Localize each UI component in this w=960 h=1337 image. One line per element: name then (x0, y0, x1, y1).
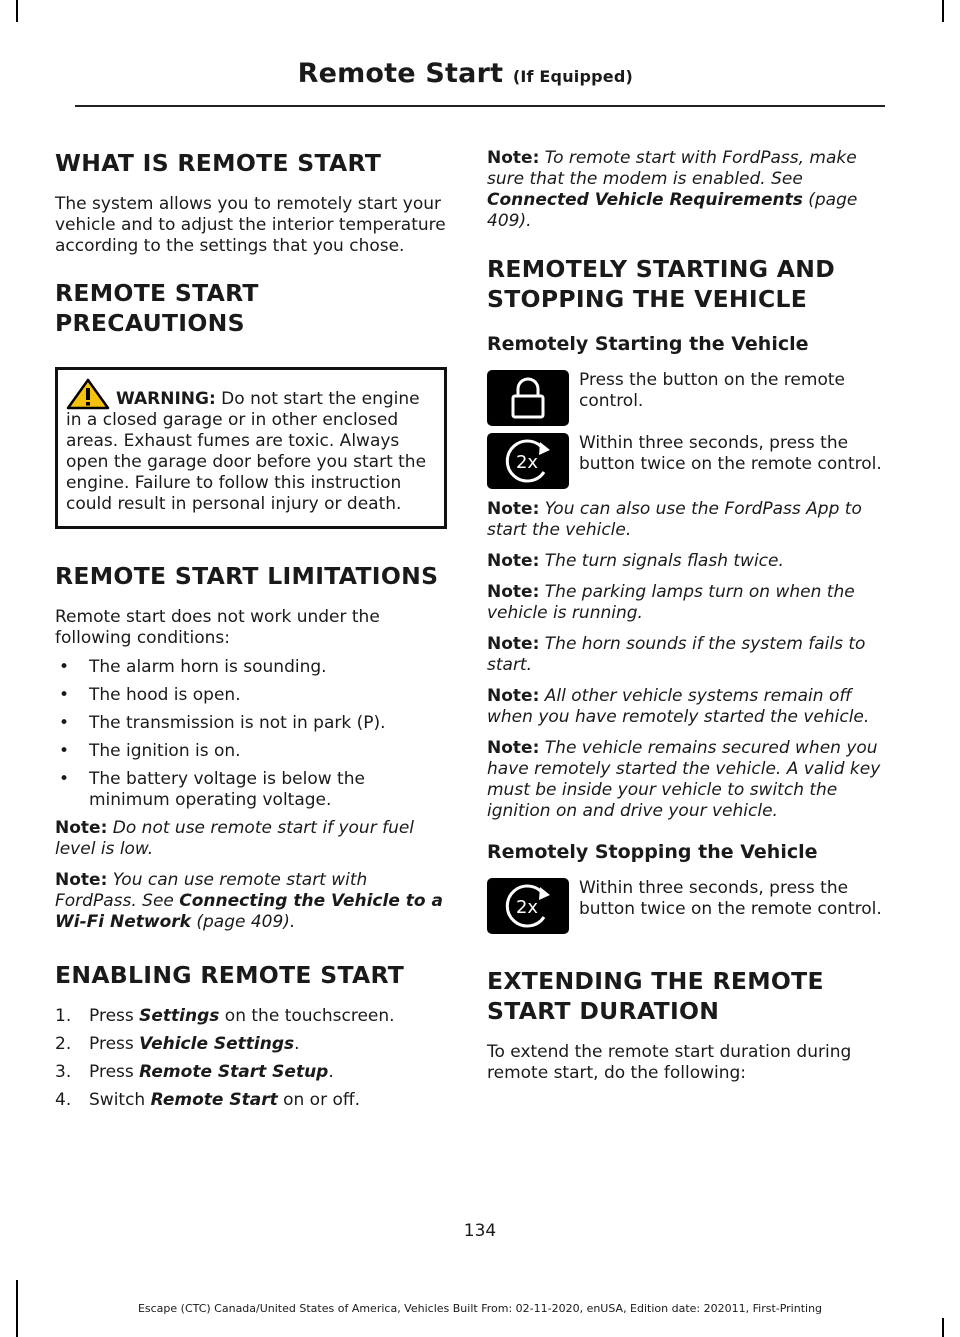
cross-reference-link[interactable]: Connecting the Vehicle to a Wi-Fi Network (55, 891, 443, 932)
step-text: Press (89, 1062, 140, 1082)
note-text: The turn signals flash twice. (539, 551, 784, 571)
warning-label: WARNING: (116, 389, 216, 409)
step-item (55, 1034, 447, 1055)
page-header (298, 58, 633, 89)
note-text: The horn sounds if the system fails to start. (487, 634, 866, 675)
remote-stop-step (487, 878, 882, 934)
section-heading-extending-line1: EXTENDING THE REMOTE (487, 967, 824, 995)
enabling-steps (55, 1006, 447, 1111)
section-heading-precautions-line2: PRECAUTIONS (55, 309, 245, 337)
note-page-ref: (page 409). (487, 190, 858, 231)
step-menu-name: Vehicle Settings (139, 1034, 295, 1054)
extending-body: To extend the remote start duration during remote start, do the following: (487, 1042, 852, 1083)
step-text: Press (89, 1034, 140, 1054)
what-is-body: The system allows you to remotely start your vehicle and to adjust the interior temperature according to the settings that you chose. (55, 194, 446, 256)
note-item (487, 738, 882, 822)
warning-triangle-icon (66, 378, 110, 410)
note-fuel-level (55, 818, 447, 860)
note-label: Note: (487, 738, 540, 758)
crop-mark-bottom-right (942, 1318, 944, 1337)
note-item (487, 499, 882, 541)
remote-start-2x-icon (487, 433, 569, 489)
note-text: You can use remote start with FordPass. See (55, 870, 368, 911)
header-divider (75, 105, 885, 107)
left-column (55, 140, 447, 1118)
note-label: Note: (55, 818, 108, 838)
crop-mark-top-right (942, 0, 944, 22)
step-text: . (328, 1062, 334, 1082)
lock-icon (487, 370, 569, 426)
note-text: Do not use remote start if your fuel level is low. (55, 818, 415, 859)
subheading-remotely-starting: Remotely Starting the Vehicle (487, 333, 809, 355)
note-text: The vehicle remains secured when you have remotely started the vehicle. A valid key must be inside your vehicle to switch the ignition on and drive your vehicle. (487, 738, 881, 821)
remote-start-step-text: Within three seconds, press the button twice on the remote control. (579, 433, 882, 474)
step-menu-name: Remote Start Setup (139, 1062, 329, 1082)
step-text: on the touchscreen. (219, 1006, 395, 1026)
page-number: 134 (463, 1221, 497, 1241)
crop-mark-top-left (16, 0, 18, 22)
list-item: • The battery voltage is below the minimum operating voltage. (55, 769, 447, 811)
remote-stop-step-text: Within three seconds, press the button twice on the remote control. (579, 878, 882, 919)
list-item: • The alarm horn is sounding. (55, 657, 447, 678)
note-label: Note: (487, 499, 540, 519)
section-heading-limitations: REMOTE START LIMITATIONS (55, 562, 439, 590)
step-text: Press (89, 1006, 140, 1026)
note-fordpass (55, 870, 447, 933)
step-item (55, 1006, 447, 1027)
section-heading-what-is: WHAT IS REMOTE START (55, 149, 382, 177)
list-item: • The transmission is not in park (P). (55, 713, 447, 734)
note-item (487, 634, 882, 676)
lock-step-text: Press the button on the remote control. (579, 370, 845, 411)
remote-start-step (487, 433, 882, 489)
note-item (487, 582, 882, 624)
note-text: All other vehicle systems remain off when you have remotely started the vehicle. (487, 686, 870, 727)
step-number: 2. (55, 1034, 72, 1054)
note-label: Note: (487, 551, 540, 571)
lock-step (487, 370, 882, 426)
step-text: on or off. (277, 1090, 360, 1110)
note-label: Note: (487, 148, 540, 168)
step-number: 4. (55, 1090, 72, 1110)
warning-text: Do not start the engine in a closed garage or in other enclosed areas. Exhaust fumes are toxic. Always open the garage door before you start the engine. Failure to follow this instruction could result in personal injury or death. (66, 389, 427, 514)
note-text: To remote start with FordPass, make sure that the modem is enabled. See (487, 148, 857, 189)
step-number: 3. (55, 1062, 72, 1082)
step-menu-name: Settings (139, 1006, 220, 1026)
step-item (55, 1062, 447, 1083)
step-menu-name: Remote Start (150, 1090, 278, 1110)
list-item: • The hood is open. (55, 685, 447, 706)
header-subtitle: (If Equipped) (512, 67, 633, 86)
note-label: Note: (55, 870, 108, 890)
warning-box (55, 367, 447, 529)
step-number: 1. (55, 1006, 72, 1026)
twox-label: 2x (515, 452, 539, 473)
limitations-intro: Remote start does not work under the following conditions: (55, 607, 380, 648)
subheading-remotely-stopping: Remotely Stopping the Vehicle (487, 841, 818, 863)
note-label: Note: (487, 582, 540, 602)
note-item (487, 551, 882, 572)
edition-footer: Escape (CTC) Canada/United States of America, Vehicles Built From: 02-11-2020, enUSA, Edition date: 202011, First-Printing (137, 1302, 823, 1315)
section-heading-remotely-line1: REMOTELY STARTING AND (487, 255, 836, 283)
twox-label: 2x (515, 897, 539, 918)
limitations-list (55, 657, 447, 811)
note-label: Note: (487, 686, 540, 706)
note-page-ref: (page 409). (190, 912, 296, 932)
note-text: The parking lamps turn on when the vehicle is running. (487, 582, 855, 623)
section-heading-enabling: ENABLING REMOTE START (55, 961, 405, 989)
right-column (487, 140, 882, 1084)
list-item: • The ignition is on. (55, 741, 447, 762)
section-heading-precautions-line1: REMOTE START (55, 279, 259, 307)
section-heading-extending-line2: START DURATION (487, 997, 720, 1025)
step-text: . (294, 1034, 300, 1054)
note-modem (487, 148, 882, 232)
note-item (487, 686, 882, 728)
step-item (55, 1090, 447, 1111)
cross-reference-link[interactable]: Connected Vehicle Requirements (487, 190, 803, 210)
note-label: Note: (487, 634, 540, 654)
note-text: You can also use the FordPass App to start the vehicle. (487, 499, 862, 540)
section-heading-remotely-line2: STOPPING THE VEHICLE (487, 285, 808, 313)
step-text: Switch (89, 1090, 151, 1110)
header-title: Remote Start (297, 58, 504, 89)
remote-stop-2x-icon (487, 878, 569, 934)
